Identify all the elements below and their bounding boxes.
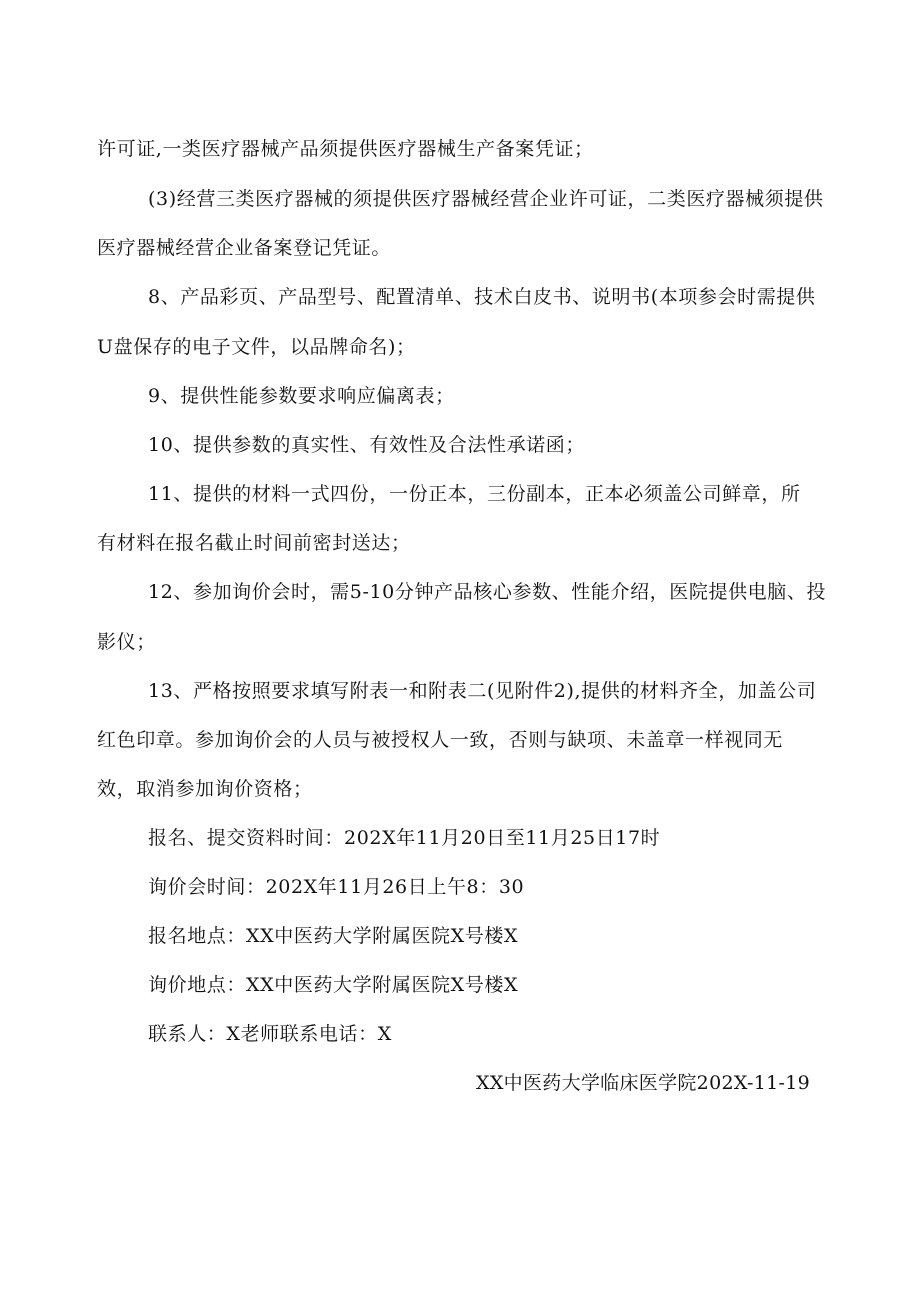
text-line: 有材料在报名截止时间前密封送达； — [97, 532, 411, 554]
text-line: 报名、提交资料时间：202X年11月20日至11月25日17时 — [148, 827, 661, 849]
text-line: 询价地点：XX中医药大学附属医院X号楼X — [148, 974, 519, 996]
text-line: 9、提供性能参数要求响应偏离表； — [148, 385, 455, 407]
text-line: (3)经营三类医疗器械的须提供医疗器械经营企业许可证，二类医疗器械须提供 — [148, 188, 824, 210]
text-line: 13、严格按照要求填写附表一和附表二(见附件2),提供的材料齐全，加盖公司 — [148, 680, 817, 702]
text-line: 询价会时间：202X年11月26日上午8：30 — [148, 876, 525, 898]
text-line: 效，取消参加询价资格； — [97, 778, 313, 800]
text-line: 11、提供的材料一式四份，一份正本，三份副本，正本必须盖公司鲜章，所 — [148, 483, 801, 505]
text-line: 影仪； — [97, 631, 156, 653]
text-line: 联系人：X老师联系电话：X — [148, 1023, 392, 1045]
text-line: 红色印章。参加询价会的人员与被授权人一致，否则与缺项、未盖章一样视同无 — [97, 729, 784, 751]
text-line: 许可证,一类医疗器械产品须提供医疗器械生产备案凭证； — [97, 138, 594, 160]
text-line: 报名地点：XX中医药大学附属医院X号楼X — [148, 925, 519, 947]
text-line: 12、参加询价会时，需5-10分钟产品核心参数、性能介绍，医院提供电脑、投 — [148, 581, 827, 603]
text-line: U盘保存的电子文件，以品牌命名)； — [97, 336, 416, 358]
text-line: 10、提供参数的真实性、有效性及合法性承诺函； — [148, 434, 585, 456]
text-line: 医疗器械经营企业备案登记凭证。 — [97, 237, 392, 259]
text-line: 8、产品彩页、产品型号、配置清单、技术白皮书、说明书(本项参会时需提供 — [148, 286, 816, 308]
signature-line: XX中医药大学临床医学院202X-11-19 — [476, 1072, 810, 1094]
